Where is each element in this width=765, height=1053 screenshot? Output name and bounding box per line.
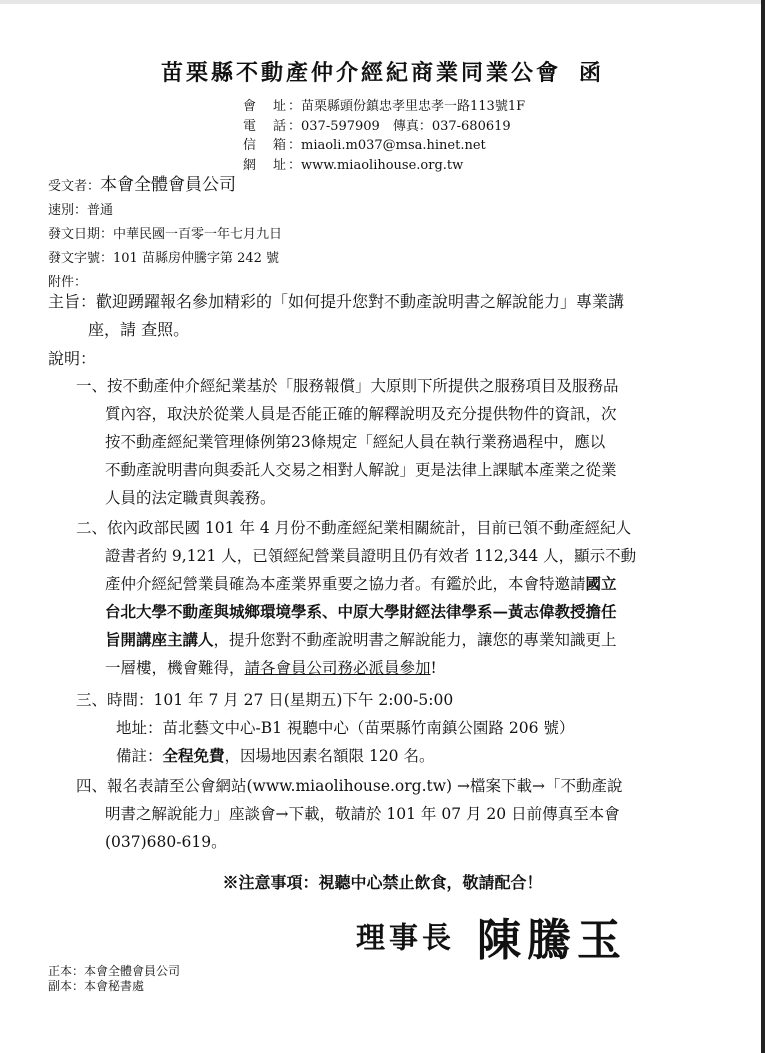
section-two-line — [76, 570, 696, 598]
contact-block — [243, 97, 525, 175]
explanation-heading: 說明： — [48, 349, 97, 368]
document-meta — [48, 173, 282, 295]
section-one-line: 不動產說明書向與委託人交易之相對人解說」更是法律上課賦本產業之從業 — [105, 461, 617, 479]
section-one-line: 質內容，取決於從業人員是否能正確的解釋說明及充分提供物件的資訊，次 — [105, 405, 617, 423]
section-two-text: 產仲介經紀營業員確為本產業界重要之協力者。有鑑於此，本會特邀請 — [105, 575, 586, 593]
section-one-line: 人員的法定職責與義務。 — [105, 489, 276, 507]
event-address: 地址：苗北藝文中心-B1 視聽中心（苗栗縣竹南鎮公園路 206 號） — [116, 719, 575, 737]
subject-line-1: 主旨：歡迎踴躍報名參加精彩的「如何提升您對不動產說明書之解說能力」專業講 — [48, 292, 625, 311]
recipient-label: 受文者： — [48, 179, 101, 194]
event-remark — [76, 742, 696, 770]
phone-label: 電 話： — [243, 118, 304, 134]
section-two-text: ! — [430, 659, 437, 677]
website-row — [243, 156, 525, 176]
section-two-highlight: 台北大學不動產與城鄉環境學系、中原大學財經法律學系—黃志偉教授擔任 — [105, 602, 617, 621]
section-two-highlight: 國立 — [585, 574, 617, 593]
section-two-line: 證書者約 9,121 人，已領經紀營業員證明且仍有效者 112,344 人，顯示不動 — [105, 547, 637, 565]
section-one-line: 一、按不動產仲介經紀業基於「服務報償」大原則下所提供之服務項目及服務品 — [76, 377, 619, 395]
speed-row: 速別：普通 — [48, 203, 114, 218]
section-two-text: ，提升您對不動產說明書之解說能力，讓您的專業知識更上 — [213, 631, 617, 649]
section-three — [76, 686, 696, 770]
section-two-line: 二、依內政部民國 101 年 4 月份不動產經紀業相關統計，目前已領不動產經紀人 — [76, 519, 632, 537]
section-four-line: (037)680-619。 — [105, 833, 227, 851]
phone-value: 037-597909 傳真：037-680619 — [301, 118, 511, 134]
signature-block — [356, 904, 627, 968]
remark-label: 備註： — [116, 747, 163, 765]
doc-number-row: 發文字號：101 苗縣房仲騰字第 242 號 — [48, 251, 280, 266]
scan-right-edge — [761, 0, 765, 1053]
email-row — [243, 136, 525, 156]
email-label: 信 箱： — [243, 138, 304, 153]
section-four — [76, 772, 696, 856]
original-recipient: 正本：本會全體會員公司 — [48, 964, 181, 978]
address-row — [243, 97, 525, 117]
document-title — [0, 56, 765, 87]
document-type: 函 — [579, 60, 605, 86]
phone-row — [243, 117, 525, 137]
section-two-highlight: 旨開講座主講人 — [105, 630, 214, 649]
website-value: www.miaolihouse.org.tw — [301, 157, 464, 173]
email-value: miaoli.m037@msa.hinet.net — [301, 138, 486, 153]
event-time: 三、時間：101 年 7 月 27 日(星期五)下午 2:00-5:00 — [76, 691, 454, 709]
remark-text: ，因場地因素名額限 120 名。 — [224, 747, 435, 765]
subject-block — [48, 288, 698, 344]
association-name: 苗栗縣不動產仲介經紀商業同業公會 — [160, 60, 561, 86]
section-four-line: 四、報名表請至公會網站(www.miaolihouse.org.tw) →檔案下載→「不動產說 — [76, 777, 623, 795]
attachment-row: 附件： — [48, 275, 88, 290]
section-four-line: 明書之解說能力」座談會→下載，敬請於 101 年 07 月 20 日前傳真至本會 — [105, 805, 620, 823]
scan-top-edge — [0, 0, 765, 4]
section-two — [76, 514, 696, 682]
copy-recipient: 副本：本會秘書處 — [48, 979, 145, 993]
attendance-request: 請各會員公司務必派員參加 — [244, 659, 431, 677]
distribution-list — [48, 964, 180, 994]
section-one — [76, 372, 696, 512]
signer-title: 理事長 — [356, 920, 456, 955]
signer-name: 陳騰玉 — [477, 915, 628, 966]
section-two-line — [76, 626, 696, 654]
website-label: 網 址： — [243, 157, 304, 173]
section-two-text: 一層樓，機會難得， — [105, 659, 245, 677]
address-value: 苗栗縣頭份鎮忠孝里忠孝一路113號1F — [301, 99, 526, 114]
date-row: 發文日期：中華民國一百零一年七月九日 — [48, 227, 283, 242]
notice-line: ※注意事項：視聽中心禁止飲食，敬請配合！ — [222, 873, 543, 892]
section-two-line — [76, 654, 696, 682]
subject-line-2: 座，請 查照。 — [88, 320, 190, 339]
section-one-line: 按不動產經紀業管理條例第23條規定「經紀人員在執行業務過程中，應以 — [105, 433, 606, 451]
recipient-value: 本會全體會員公司 — [100, 175, 237, 195]
recipient-row — [48, 173, 282, 199]
free-admission: 全程免費 — [162, 746, 225, 765]
address-label: 會 址： — [243, 99, 304, 114]
